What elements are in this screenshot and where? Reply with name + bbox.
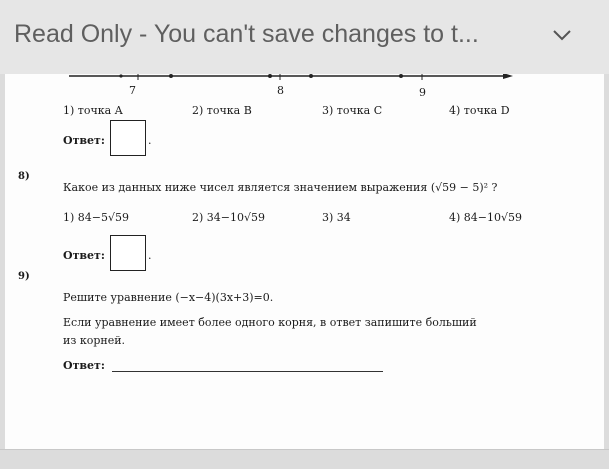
task7-answer-box[interactable] [110,120,146,156]
task9-equation: Решите уравнение (−x−4)(3x+3)=0. [63,291,274,304]
task9-number: 9) [18,271,30,282]
read-only-message: Read Only - You can't save changes to t... [14,20,479,48]
period: . [148,134,152,147]
task7-option-2: 2) точка B [192,104,252,117]
task7-answer-label: Ответ: [63,134,105,147]
task7-option-4: 4) точка D [449,104,510,117]
task8-option-2: 2) 34−10√59 [192,211,266,224]
task9-answer-label: Ответ: [63,359,105,372]
task7-option-3: 3) точка C [322,104,383,117]
task9-answer-line[interactable] [112,371,383,372]
period: . [148,249,152,262]
tick-label-9: 9 [419,86,426,99]
tick-label-8: 8 [277,84,284,97]
document-page [5,74,604,449]
task7-option-1: 1) точка A [63,104,123,117]
task8-question: Какое из данных ниже чисел является значением выражения (√59 − 5)² ? [63,181,498,194]
task8-option-1: 1) 84−5√59 [63,211,130,224]
chevron-down-icon[interactable] [552,28,572,42]
task8-option-4: 4) 84−10√59 [449,211,523,224]
bottom-bar [0,449,609,469]
task8-option-3: 3) 34 [322,211,351,224]
task8-answer-label: Ответ: [63,249,105,262]
task8-expression: (√59 − 5)² ? [430,181,498,194]
task9-instruction-line2: из корней. [63,334,126,347]
task8-number: 8) [18,171,30,182]
task8-answer-box[interactable] [110,235,146,271]
tick-label-7: 7 [129,84,136,97]
number-line [5,74,604,94]
read-only-banner [0,0,609,74]
task9-instruction-line1: Если уравнение имеет более одного корня, в ответ запишите больший [63,316,477,329]
